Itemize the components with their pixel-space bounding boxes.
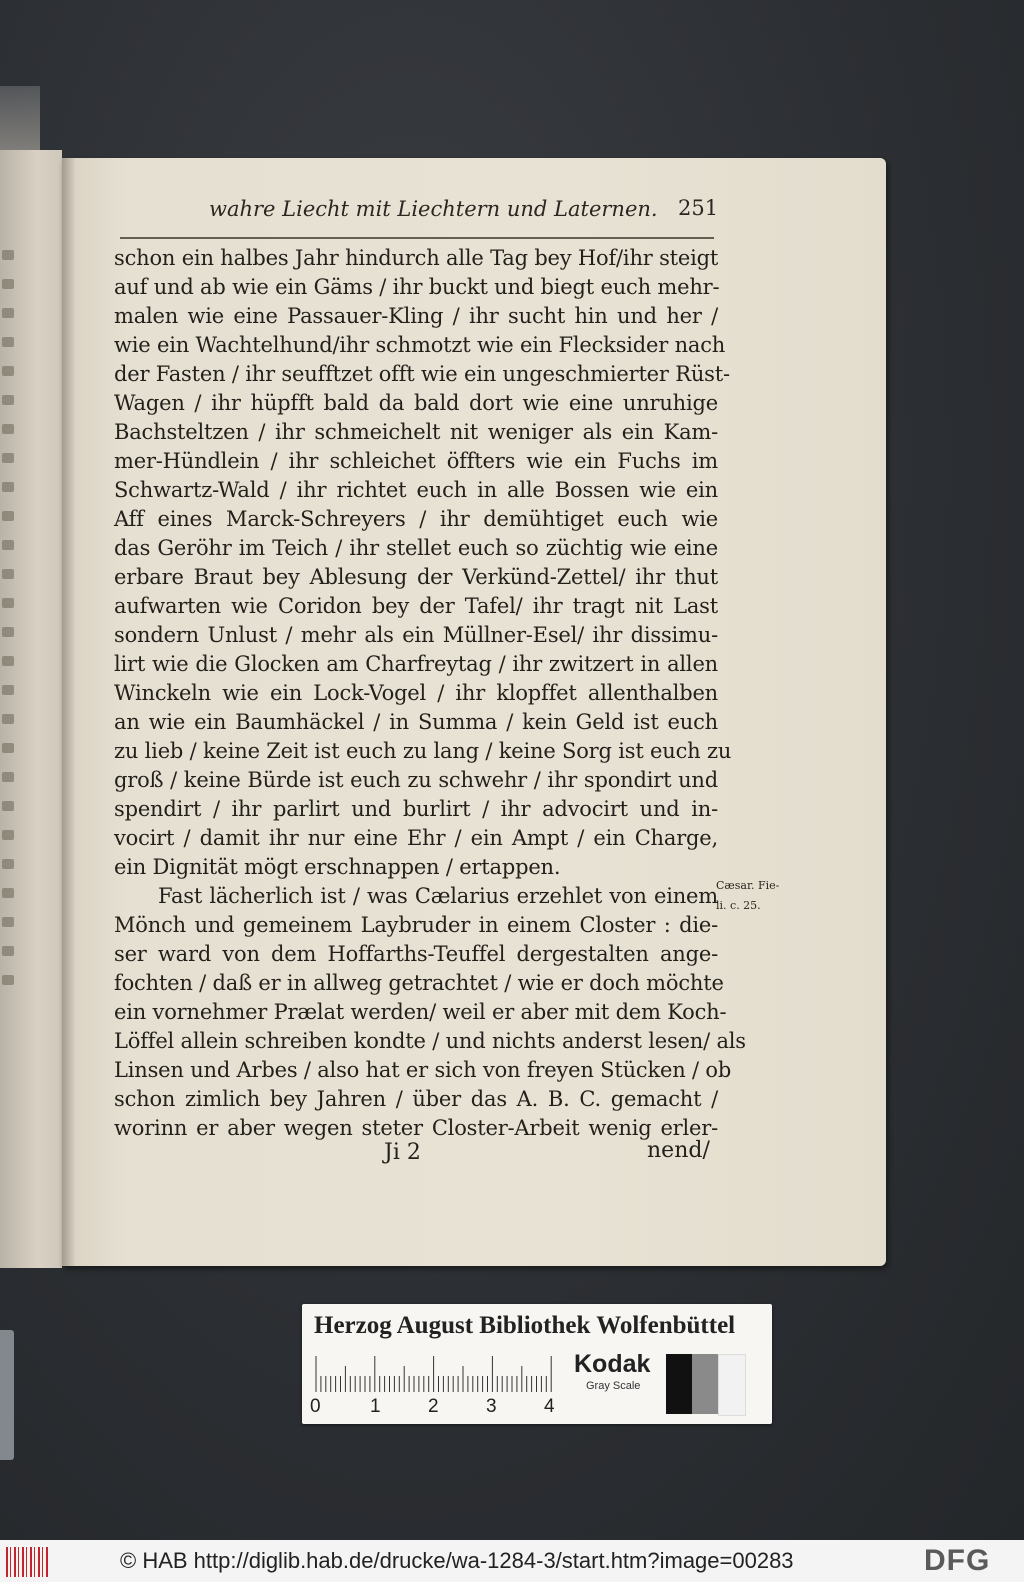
previous-page-glyph xyxy=(2,598,14,608)
previous-page-tab xyxy=(0,1330,14,1460)
previous-page-glyph xyxy=(2,627,14,637)
previous-page-glyph xyxy=(2,250,14,260)
previous-page-glyph xyxy=(2,337,14,347)
text-line: Schwartz-Wald / ihr richtet euch in alle Bossen wie ein xyxy=(114,478,718,502)
text-line-paragraph-end: ein Dignität mögt erschnappen / ertappen. xyxy=(114,855,561,879)
previous-page-glyph xyxy=(2,946,14,956)
text-line: zu lieb / keine Zeit ist euch zu lang / keine Sorg ist euch zu xyxy=(114,739,732,763)
previous-page-glyph xyxy=(2,279,14,289)
margin-note xyxy=(716,876,779,916)
previous-page-corner xyxy=(0,86,40,156)
previous-page-glyph xyxy=(2,975,14,985)
previous-page-glyph xyxy=(2,511,14,521)
footer-bar xyxy=(0,1540,1024,1582)
dfg-logo: DFG xyxy=(924,1544,991,1577)
kodak-logo: Kodak xyxy=(574,1350,651,1378)
library-color-card xyxy=(302,1304,772,1424)
footer-credit[interactable]: © HAB http://diglib.hab.de/drucke/wa-1284-3/start.htm?image=00283 xyxy=(120,1548,794,1573)
text-line: ser ward von dem Hoffarths-Teuffel dergestalten ange- xyxy=(114,942,718,966)
text-line: Bachsteltzen / ihr schmeichelt nit weniger als ein Kam- xyxy=(114,420,718,444)
text-line: schon ein halbes Jahr hindurch alle Tag bey Hof/ihr steigt xyxy=(114,246,719,270)
previous-page-glyph xyxy=(2,917,14,927)
gray-step-black xyxy=(666,1354,692,1414)
previous-page-glyph xyxy=(2,714,14,724)
text-line: Aff eines Marck-Schreyers / ihr demühtiget euch wie xyxy=(114,507,718,531)
page-number: 251 xyxy=(678,196,719,220)
previous-page-glyph xyxy=(2,366,14,376)
text-line: der Fasten / ihr seufftzet offt wie ein ungeschmierter Rüst- xyxy=(114,362,730,386)
text-line: erbare Braut bey Ablesung der Verkünd-Zettel/ ihr thut xyxy=(114,565,718,589)
text-line: Wagen / ihr hüpfft bald da bald dort wie eine unruhige xyxy=(114,391,718,415)
ruler-digit: 4 xyxy=(544,1396,555,1417)
text-line: Löffel allein schreiben kondte / und nichts anderst lesen/ als xyxy=(114,1029,746,1053)
text-line: wie ein Wachtelhund/ihr schmotzt wie ein Flecksider nach xyxy=(114,333,726,357)
text-line: spendirt / ihr parlirt und burlirt / ihr advocirt und in- xyxy=(114,797,718,821)
previous-page-glyph xyxy=(2,453,14,463)
previous-page-glyph xyxy=(2,540,14,550)
text-line: das Geröhr im Teich / ihr stellet euch so züchtig wie eine xyxy=(114,536,718,560)
previous-page-glyph xyxy=(2,830,14,840)
previous-page-glyph xyxy=(2,569,14,579)
text-line: schon zimlich bey Jahren / über das A. B. C. gemacht / xyxy=(114,1087,718,1111)
head-rule xyxy=(120,237,714,239)
text-line-paragraph-start: Fast lächerlich ist / was Cælarius erzehlet von einem xyxy=(158,884,718,908)
ruler-digit: 2 xyxy=(428,1396,439,1417)
margin-note-line: li. c. 25. xyxy=(716,899,761,912)
text-line: Winckeln wie ein Lock-Vogel / ihr klopffet allenthalben xyxy=(114,681,718,705)
text-line: mer-Hündlein / ihr schleichet öffters wie ein Fuchs im xyxy=(114,449,718,473)
previous-page-glyph xyxy=(2,801,14,811)
previous-page-glyph xyxy=(2,395,14,405)
previous-page-glyph xyxy=(2,743,14,753)
gray-scale-label: Gray Scale xyxy=(586,1380,641,1392)
text-line: aufwarten wie Coridon bey der Tafel/ ihr tragt nit Last xyxy=(114,594,718,618)
text-line: Linsen und Arbes / also hat er sich von freyen Stücken / ob xyxy=(114,1058,732,1082)
text-line: sondern Unlust / mehr als ein Müllner-Esel/ ihr dissimu- xyxy=(114,623,718,647)
previous-page-glyph xyxy=(2,859,14,869)
previous-page-glyph xyxy=(2,656,14,666)
ruler-digit: 1 xyxy=(370,1396,381,1417)
previous-page-glyph xyxy=(2,888,14,898)
text-line: fochten / daß er in allweg getrachtet / wie er doch möchte xyxy=(114,971,724,995)
previous-page-glyph xyxy=(2,772,14,782)
text-line: lirt wie die Glocken am Charfreytag / ihr zwitzert in allen xyxy=(114,652,718,676)
gray-step-white xyxy=(718,1354,746,1416)
text-line: ein vornehmer Prælat werden/ weil er aber mit dem Koch- xyxy=(114,1000,727,1024)
running-head: wahre Liecht mit Liechtern und Laternen. xyxy=(209,197,658,221)
gray-step-mid xyxy=(692,1354,718,1414)
previous-page-glyph xyxy=(2,685,14,695)
ruler-digit: 3 xyxy=(486,1396,497,1417)
text-line: malen wie eine Passauer-Kling / ihr sucht hin und her / xyxy=(114,304,718,328)
text-line: Mönch und gemeinem Laybruder in einem Closter : die- xyxy=(114,913,718,937)
text-line: auf und ab wie ein Gäms / ihr buckt und biegt euch mehr- xyxy=(114,275,720,299)
hab-logo-icon xyxy=(6,1547,50,1577)
previous-page-glyph xyxy=(2,424,14,434)
previous-page-glyph xyxy=(2,482,14,492)
text-line: an wie ein Baumhäckel / in Summa / kein Geld ist euch xyxy=(114,710,718,734)
catchword: nend/ xyxy=(647,1138,710,1163)
scale-ruler xyxy=(314,1352,556,1392)
text-line: groß / keine Bürde ist euch zu schwehr / ihr spondirt und xyxy=(114,768,718,792)
previous-page-glyph xyxy=(2,308,14,318)
library-name: Herzog August Bibliothek Wolfenbüttel xyxy=(314,1312,736,1339)
text-line: worinn er aber wegen steter Closter-Arbeit wenig erler- xyxy=(114,1116,718,1140)
ruler-digit: 0 xyxy=(310,1396,321,1417)
margin-note-line: Cæsar. Fie- xyxy=(716,879,780,892)
signature-mark: Ji 2 xyxy=(384,1140,421,1165)
text-line: vocirt / damit ihr nur eine Ehr / ein Ampt / ein Charge, xyxy=(114,826,718,850)
